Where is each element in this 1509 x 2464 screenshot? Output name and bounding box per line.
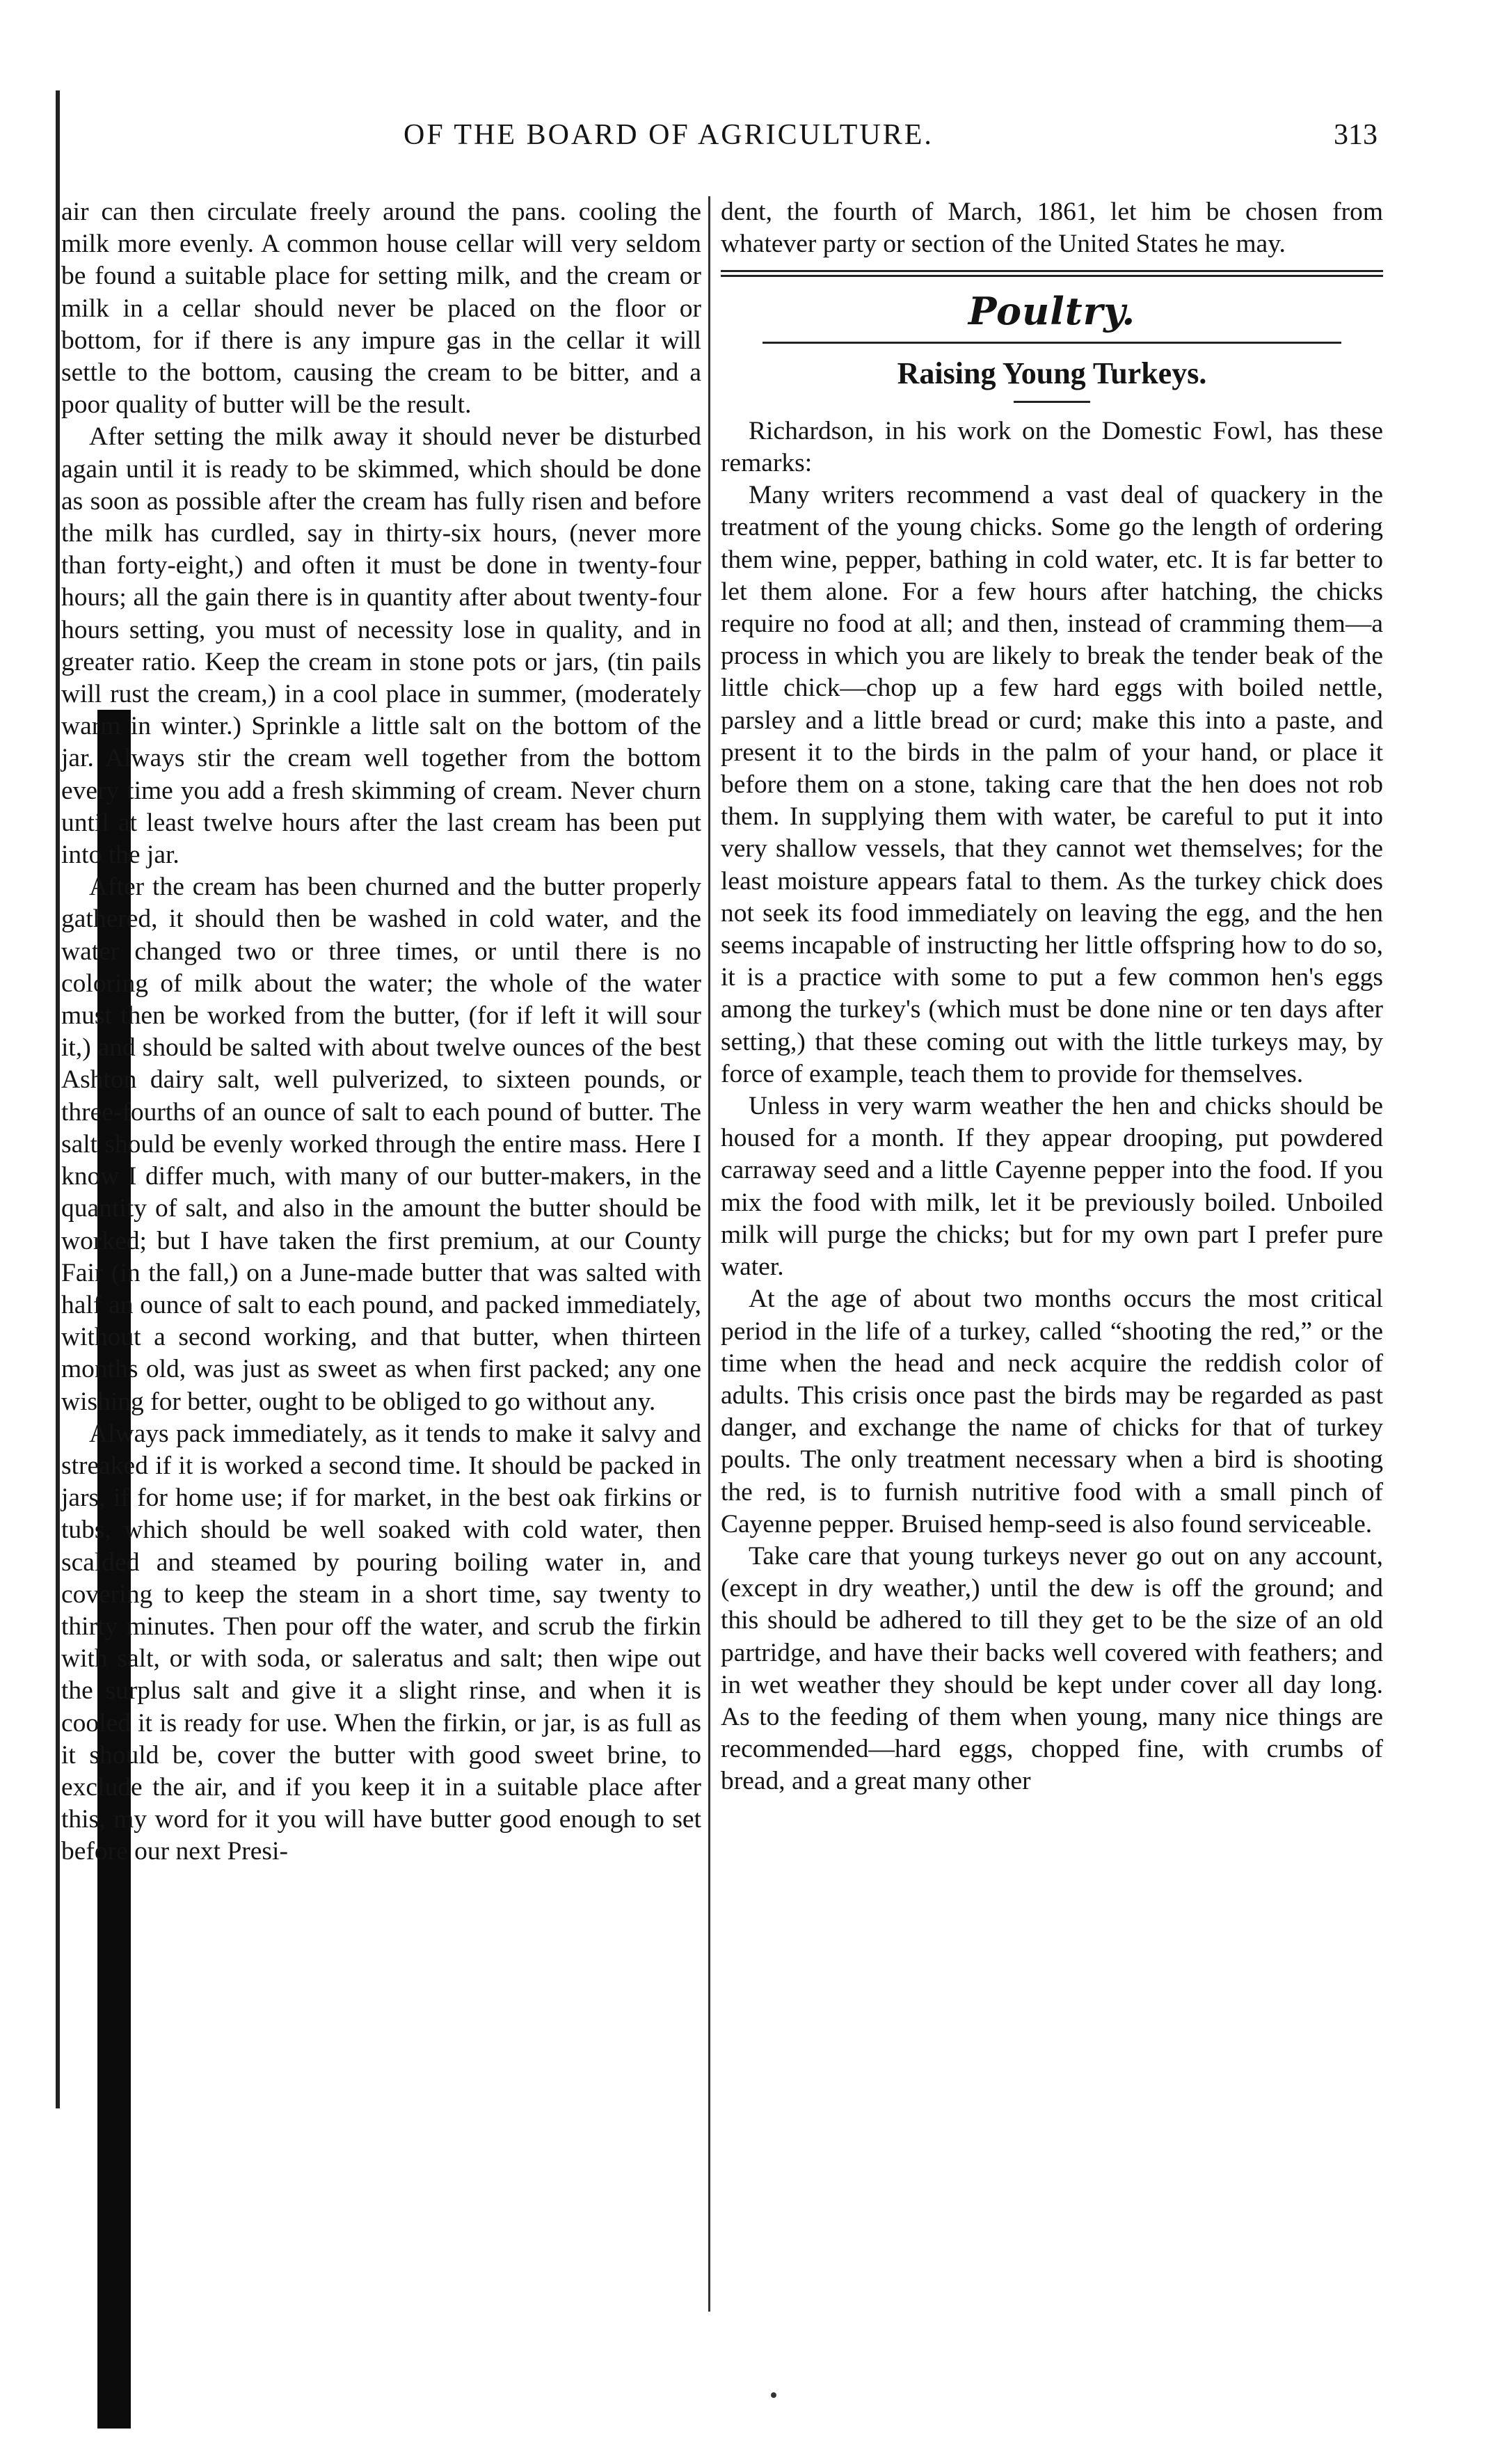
right-paragraph: Unless in very warm weather the hen and chicks should be housed for a month. If they appear drooping, put powdered carraway seed and a little Cayenne pepper into the food. If you mix the food with milk, let it be previously boiled. Unboiled milk will purge the chicks; but for my own part I prefer pure water. xyxy=(721,1092,1383,1282)
right-paragraph: At the age of about two months occurs the most critical period in the life of a turkey, called “shooting the red,” or the time when the head and neck acquire the reddish color of adults. This crisis once past the birds may be regarded as past danger, and exchange the name of chicks for that of turkey poults. The only treatment necessary when a bird is shooting the red, is to furnish nutritive food with a small pinch of Cayenne pepper. Bruised hemp-seed is also found serviceable. xyxy=(721,1285,1383,1539)
left-paragraph: After the cream has been churned and the butter properly gathered, it should then be washed in cold water, and the water changed two or three times, or until there is no coloring of milk about the water; the whole of the water must then be worked from the butter, (for if left it will sour it,) and should be salted with about twelve ounces of the best Ashton dairy salt, well pulverized, to sixteen pounds, or three-fourths of an ounce of salt to each pound of butter. The salt should be evenly worked through the entire mass. Here I know I differ much, with many of our butter-makers, in the quantity of salt, and also in the amount the butter should be worked; but I have taken the first premium, at our County Fair (in the fall,) on a June-made butter that was salted with half an ounce of salt to each pound, and packed immediately, without a second working, and that butter, when thirteen months old, was just as sweet as when first packed; any one wishing for better, ought to be obliged to go without any. xyxy=(61,873,701,1416)
page-edge-line xyxy=(56,90,60,2108)
header-title: OF THE BOARD OF AGRICULTURE. xyxy=(404,119,934,151)
column-divider xyxy=(708,196,710,2312)
ink-mark xyxy=(771,2392,776,2398)
page-number: 313 xyxy=(1334,119,1378,151)
left-paragraph: Always pack immediately, as it tends to make it salvy and streaked if it is worked a second time. It should be packed in jars, if for home use; if for market, in the best oak firkins or tubs, which should be well soaked with cold water, then scalded and steamed by pouring boiling water in, and covering to keep the steam in a short time, say twenty to thirty minutes. Then pour off the water, and scrub the firkin with salt, or with soda, or saleratus and salt; then wipe out the surplus salt and give it a slight rinse, and when it is cooled it is ready for use. When the firkin, or jar, is as full as it should be, cover the butter with good sweet brine, to exclude the air, and if you keep it in a suitable place after this, my word for it you will have butter good enough to set before our next Presi- xyxy=(61,1419,701,1866)
right-paragraph: Take care that young turkeys never go out on any account, (except in dry weather,) until the dew is off the ground; and this should be adhered to till they get to be the size of an old partridge, and have their backs well covered with feathers; and in wet weather they should be kept under cover all day long. As to the feeding of them when young, many nice things are recommended—hard eggs, chopped fine, with crumbs of bread, and a great many other xyxy=(721,1541,1383,1796)
running-header xyxy=(125,118,1378,160)
right-paragraph: Many writers recommend a vast deal of quackery in the treatment of the young chicks. Some go the length of ordering them wine, pepper, bathing in cold water, etc. It is far better to let them alone. For a few hours after hatching, the chicks require no food at all; and then, instead of cramming them—a process in which you are likely to break the tender beak of the little chick—chop up a few hard eggs with boiled nettle, parsley and a little bread or curd; make this into a paste, and present it to the birds in the palm of your hand, or place it before them on a stone, taking care that the hen does not rob them. In supplying them with water, be careful to put it into very shallow vessels, that they cannot wet themselves; for the least moisture appears fatal to them. As the turkey chick does not seek its food immediately on leaving the egg, and the hen seems incapable of instructing her little offspring how to do so, it is a practice with some to put a few common hen's eggs among the turkey's (which must be done nine or ten days after setting,) that these coming out with the little turkeys may, by force of example, teach them to provide for themselves. xyxy=(721,481,1383,1088)
section-title: Poultry. xyxy=(968,289,1136,334)
section-rule xyxy=(721,270,1383,277)
title-rule xyxy=(1014,401,1090,403)
continuation-paragraph: dent, the fourth of March, 1861, let him be chosen from whatever party or section of the United States he may. xyxy=(721,198,1383,259)
left-column xyxy=(61,196,701,1868)
article-title: Raising Young Turkeys. xyxy=(897,356,1207,390)
right-column xyxy=(721,196,1383,1798)
section-rule-short xyxy=(763,342,1341,344)
left-paragraph: After setting the milk away it should never be disturbed again until it is ready to be skimmed, which should be done as soon as possible after the cream has fully risen and before the milk has curdled, say in thirty-six hours, (never more than forty-eight,) and often it must be done in twenty-four hours; all the gain there is in quantity after about twenty-four hours setting, you must of necessity lose in quality, and in greater ratio. Keep the cream in stone pots or jars, (tin pails will rust the cream,) in a cool place in summer, (moderately warm in winter.) Sprinkle a little salt on the bottom of the jar. Always stir the cream well together from the bottom every time you add a fresh skimming of cream. Never churn until at least twelve hours after the last cream has been put into the jar. xyxy=(61,422,701,870)
right-paragraph: Richardson, in his work on the Domestic Fowl, has these remarks: xyxy=(721,416,1383,478)
left-paragraph: air can then circulate freely around the pans. cooling the milk more evenly. A common house cellar will very seldom be found a suitable place for setting milk, and the cream or milk in a cellar should never be placed on the floor or bottom, for if there is any impure gas in the cellar it will settle to the bottom, causing the cream to be bitter, and a poor quality of butter will be the result. xyxy=(61,198,701,420)
